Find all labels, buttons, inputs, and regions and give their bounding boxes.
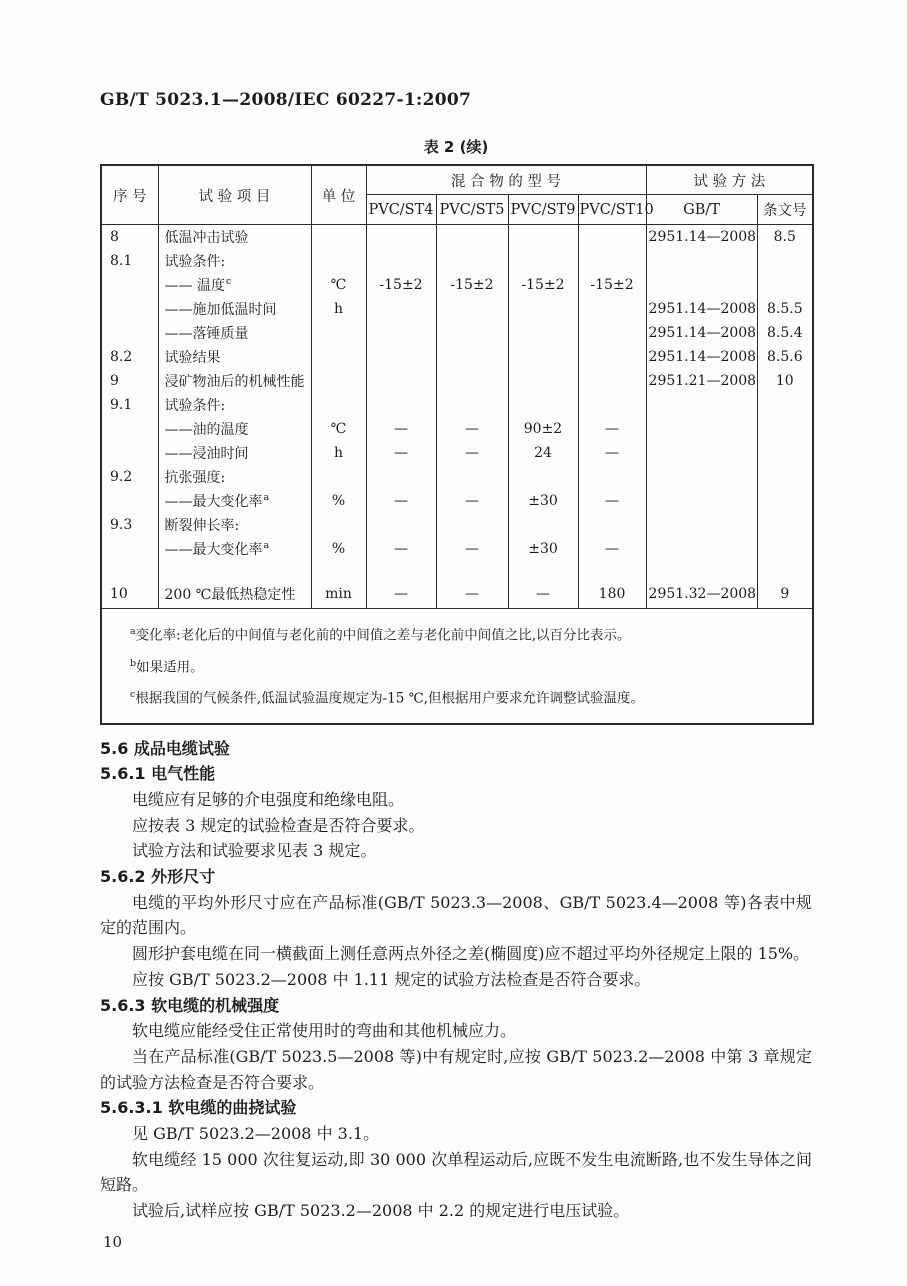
table-row <box>101 561 813 580</box>
cell-pvc-st4 <box>366 513 436 537</box>
cell-pvc-st10 <box>578 297 646 321</box>
cell-clause-no <box>757 465 813 489</box>
cell-gbt-standard: 2951.21—2008 <box>646 369 757 393</box>
cell-seq-no: 8 <box>101 225 158 250</box>
cell-pvc-st4: — <box>366 441 436 465</box>
cell-pvc-st9 <box>508 393 578 417</box>
cell-pvc-st9 <box>508 561 578 580</box>
cell-unit: ℃ <box>311 417 366 441</box>
cell-gbt-standard <box>646 441 757 465</box>
cell-gbt-standard <box>646 465 757 489</box>
cell-unit <box>311 369 366 393</box>
cell-pvc-st4 <box>366 465 436 489</box>
table-row <box>101 513 813 537</box>
cell-seq-no <box>101 417 158 441</box>
cell-pvc-st9 <box>508 465 578 489</box>
cell-pvc-st10: — <box>578 537 646 561</box>
table-row <box>101 321 813 345</box>
paragraph: 应按 GB/T 5023.2—2008 中 1.11 规定的试验方法检查是否符合要求。 <box>132 969 651 989</box>
cell-pvc-st5: — <box>436 417 508 441</box>
cell-gbt-standard <box>646 417 757 441</box>
column-group-test-method: 试 验 方 法 <box>646 165 813 195</box>
paragraph: 电缆应有足够的介电强度和绝缘电阻。 <box>132 789 405 809</box>
cell-pvc-st4 <box>366 369 436 393</box>
cell-pvc-st4 <box>366 561 436 580</box>
table-footnote: $^a$变化率:老化后的中间值与老化前的中间值之差与老化前中间值之比,以百分比表示。 <box>130 626 631 644</box>
cell-gbt-standard: 2951.14—2008 <box>646 345 757 369</box>
cell-test-item: 试验条件: <box>158 249 311 273</box>
table-body <box>101 225 813 609</box>
cell-gbt-standard: 2951.32—2008 <box>646 580 757 609</box>
cell-test-item: 断裂伸长率: <box>158 513 311 537</box>
cell-test-item: 200 ℃最低热稳定性 <box>158 580 311 609</box>
cell-pvc-st5 <box>436 393 508 417</box>
cell-pvc-st4 <box>366 321 436 345</box>
cell-pvc-st4: — <box>366 489 436 513</box>
table-foot <box>101 609 813 724</box>
cell-clause-no <box>757 561 813 580</box>
cell-pvc-st5 <box>436 225 508 250</box>
cell-pvc-st5: — <box>436 489 508 513</box>
paragraph: 试验方法和试验要求见表 3 规定。 <box>132 841 377 861</box>
cell-seq-no <box>101 297 158 321</box>
cell-pvc-st9: — <box>508 580 578 609</box>
cell-gbt-standard <box>646 273 757 297</box>
cell-test-item: 试验结果 <box>158 345 311 369</box>
cell-unit <box>311 465 366 489</box>
column-group-mixture-type: 混 合 物 的 型 号 <box>366 165 646 195</box>
cell-unit <box>311 321 366 345</box>
cell-unit: % <box>311 489 366 513</box>
cell-pvc-st9 <box>508 513 578 537</box>
cell-unit: h <box>311 441 366 465</box>
cell-gbt-standard <box>646 393 757 417</box>
paragraph: 当在产品标准(GB/T 5023.5—2008 等)中有规定时,应按 GB/T 5023.2—2008 中第 3 章规定的试验方法检查是否符合要求。 <box>100 1046 812 1092</box>
cell-unit <box>311 393 366 417</box>
cell-pvc-st10 <box>578 225 646 250</box>
cell-test-item: ——油的温度 <box>158 417 311 441</box>
table-row <box>101 580 813 609</box>
column-header: PVC/ST10 <box>578 195 646 225</box>
cell-pvc-st5 <box>436 465 508 489</box>
cell-seq-no: 9.1 <box>101 393 158 417</box>
cell-seq-no <box>101 537 158 561</box>
cell-unit: h <box>311 297 366 321</box>
cell-pvc-st5 <box>436 249 508 273</box>
cell-test-item: —— 温度$^c$ <box>158 273 311 297</box>
page-number: 10 <box>103 1232 123 1251</box>
table-row <box>101 393 813 417</box>
cell-unit <box>311 249 366 273</box>
cell-pvc-st9 <box>508 345 578 369</box>
cell-seq-no: 9.2 <box>101 465 158 489</box>
table-row <box>101 417 813 441</box>
cell-pvc-st4: -15±2 <box>366 273 436 297</box>
column-header: GB/T <box>646 195 757 225</box>
table-row <box>101 489 813 513</box>
table-row <box>101 441 813 465</box>
table-head <box>101 165 813 225</box>
cell-pvc-st5: — <box>436 580 508 609</box>
cell-gbt-standard <box>646 489 757 513</box>
cell-pvc-st10 <box>578 393 646 417</box>
cell-unit <box>311 561 366 580</box>
cell-clause-no: 8.5.6 <box>757 345 813 369</box>
section-heading: 5.6.3.1 软电缆的曲挠试验 <box>100 1098 297 1118</box>
cell-pvc-st4 <box>366 393 436 417</box>
test-requirements-table <box>100 164 814 725</box>
cell-clause-no: 10 <box>757 369 813 393</box>
section-heading: 5.6.2 外形尺寸 <box>100 867 216 887</box>
cell-test-item: 低温冲击试验 <box>158 225 311 250</box>
cell-seq-no: 10 <box>101 580 158 609</box>
cell-gbt-standard: 2951.14—2008 <box>646 321 757 345</box>
table-footnote: $^c$根据我国的气候条件,低温试验温度规定为-15 ℃,但根据用户要求允许调整试验温度。 <box>130 689 645 707</box>
cell-unit <box>311 513 366 537</box>
page-content <box>100 0 812 1251</box>
body-sections <box>100 736 812 1224</box>
cell-test-item: ——浸油时间 <box>158 441 311 465</box>
cell-clause-no <box>757 393 813 417</box>
cell-pvc-st5: -15±2 <box>436 273 508 297</box>
cell-pvc-st5 <box>436 345 508 369</box>
cell-gbt-standard: 2951.14—2008 <box>646 225 757 250</box>
cell-pvc-st5 <box>436 321 508 345</box>
cell-seq-no <box>101 273 158 297</box>
section-heading: 5.6 成品电缆试验 <box>100 738 230 758</box>
footnote-reference-mark: c <box>225 276 232 288</box>
cell-pvc-st9: ±30 <box>508 489 578 513</box>
cell-pvc-st10 <box>578 561 646 580</box>
cell-gbt-standard <box>646 537 757 561</box>
cell-pvc-st10: -15±2 <box>578 273 646 297</box>
cell-clause-no <box>757 249 813 273</box>
column-header: 条文号 <box>757 195 813 225</box>
cell-pvc-st10 <box>578 369 646 393</box>
cell-clause-no <box>757 441 813 465</box>
table-row <box>101 465 813 489</box>
cell-pvc-st9 <box>508 297 578 321</box>
cell-pvc-st9: 24 <box>508 441 578 465</box>
paragraph: 应按表 3 规定的试验检查是否符合要求。 <box>132 815 425 835</box>
footnote-reference-mark: a <box>263 540 270 552</box>
cell-pvc-st4: — <box>366 580 436 609</box>
column-header-test-item: 试 验 项 目 <box>158 165 311 225</box>
cell-clause-no <box>757 513 813 537</box>
paragraph: 试验后,试样应按 GB/T 5023.2—2008 中 2.2 的规定进行电压试验。 <box>132 1201 630 1221</box>
cell-test-item: ——落锤质量 <box>158 321 311 345</box>
cell-pvc-st4 <box>366 345 436 369</box>
table-row <box>101 249 813 273</box>
cell-test-item: 试验条件: <box>158 393 311 417</box>
cell-unit <box>311 345 366 369</box>
cell-gbt-standard: 2951.14—2008 <box>646 297 757 321</box>
paragraph: 软电缆应能经受住正常使用时的弯曲和其他机械应力。 <box>132 1021 517 1041</box>
cell-pvc-st4 <box>366 249 436 273</box>
cell-clause-no: 8.5 <box>757 225 813 250</box>
cell-test-item: 抗张强度: <box>158 465 311 489</box>
paragraph: 软电缆经 15 000 次往复运动,即 30 000 次单程运动后,应既不发生电流断路,也不发生导体之间短路。 <box>100 1149 812 1195</box>
cell-pvc-st9 <box>508 321 578 345</box>
cell-pvc-st5: — <box>436 441 508 465</box>
footnote-mark: c <box>130 689 136 700</box>
cell-pvc-st5 <box>436 561 508 580</box>
cell-pvc-st4 <box>366 297 436 321</box>
cell-seq-no <box>101 441 158 465</box>
table-caption: 表 2 (续) <box>423 138 489 156</box>
cell-seq-no: 9.3 <box>101 513 158 537</box>
cell-pvc-st10 <box>578 345 646 369</box>
cell-unit: ℃ <box>311 273 366 297</box>
cell-pvc-st10 <box>578 513 646 537</box>
table-row <box>101 537 813 561</box>
cell-seq-no <box>101 561 158 580</box>
cell-pvc-st9 <box>508 369 578 393</box>
cell-pvc-st10: — <box>578 489 646 513</box>
column-header-seq-no: 序 号 <box>101 165 158 225</box>
cell-seq-no: 9 <box>101 369 158 393</box>
cell-pvc-st5 <box>436 513 508 537</box>
cell-pvc-st4: — <box>366 537 436 561</box>
cell-pvc-st10 <box>578 465 646 489</box>
cell-pvc-st9 <box>508 249 578 273</box>
cell-test-item: ——最大变化率$^a$ <box>158 489 311 513</box>
cell-pvc-st4: — <box>366 417 436 441</box>
document-code-header: GB/T 5023.1—2008/IEC 60227-1:2007 <box>100 90 472 110</box>
table-row <box>101 369 813 393</box>
cell-pvc-st4 <box>366 225 436 250</box>
cell-clause-no <box>757 417 813 441</box>
cell-unit: min <box>311 580 366 609</box>
cell-unit: % <box>311 537 366 561</box>
table-row <box>101 297 813 321</box>
cell-pvc-st5: — <box>436 537 508 561</box>
cell-seq-no <box>101 489 158 513</box>
column-header: PVC/ST5 <box>436 195 508 225</box>
section-heading: 5.6.1 电气性能 <box>100 764 216 784</box>
column-header-unit: 单 位 <box>311 165 366 225</box>
cell-pvc-st9: 90±2 <box>508 417 578 441</box>
cell-pvc-st9: -15±2 <box>508 273 578 297</box>
table-footnote: $^b$如果适用。 <box>130 657 204 675</box>
column-header: PVC/ST9 <box>508 195 578 225</box>
column-header: PVC/ST4 <box>366 195 436 225</box>
cell-clause-no <box>757 489 813 513</box>
cell-seq-no <box>101 321 158 345</box>
table-footnotes <box>101 609 813 724</box>
cell-test-item: 浸矿物油后的机械性能 <box>158 369 311 393</box>
footnote-reference-mark: a <box>263 492 270 504</box>
cell-seq-no: 8.1 <box>101 249 158 273</box>
cell-pvc-st9: ±30 <box>508 537 578 561</box>
table-row <box>101 225 813 250</box>
paragraph: 圆形护套电缆在同一横截面上测任意两点外径之差(椭圆度)应不超过平均外径规定上限的 15%。 <box>132 944 810 964</box>
table-row <box>101 273 813 297</box>
footnote-mark: a <box>130 626 136 637</box>
cell-pvc-st10: — <box>578 417 646 441</box>
cell-gbt-standard <box>646 513 757 537</box>
cell-unit <box>311 225 366 250</box>
table-row <box>101 345 813 369</box>
cell-clause-no: 8.5.5 <box>757 297 813 321</box>
cell-pvc-st10 <box>578 249 646 273</box>
footnote-mark: b <box>130 657 137 669</box>
cell-gbt-standard <box>646 249 757 273</box>
cell-test-item: ——最大变化率$^a$ <box>158 537 311 561</box>
cell-clause-no: 8.5.4 <box>757 321 813 345</box>
cell-seq-no: 8.2 <box>101 345 158 369</box>
cell-clause-no: 9 <box>757 580 813 609</box>
cell-clause-no <box>757 273 813 297</box>
section-heading: 5.6.3 软电缆的机械强度 <box>100 995 280 1015</box>
cell-pvc-st10 <box>578 321 646 345</box>
cell-test-item: ——施加低温时间 <box>158 297 311 321</box>
cell-test-item <box>158 561 311 580</box>
cell-pvc-st5 <box>436 297 508 321</box>
paragraph: 见 GB/T 5023.2—2008 中 3.1。 <box>132 1124 380 1144</box>
cell-clause-no <box>757 537 813 561</box>
cell-pvc-st10: 180 <box>578 580 646 609</box>
cell-pvc-st9 <box>508 225 578 250</box>
cell-gbt-standard <box>646 561 757 580</box>
cell-pvc-st10: — <box>578 441 646 465</box>
cell-pvc-st5 <box>436 369 508 393</box>
paragraph: 电缆的平均外形尺寸应在产品标准(GB/T 5023.3—2008、GB/T 5023.4—2008 等)各表中规定的范围内。 <box>100 892 812 938</box>
